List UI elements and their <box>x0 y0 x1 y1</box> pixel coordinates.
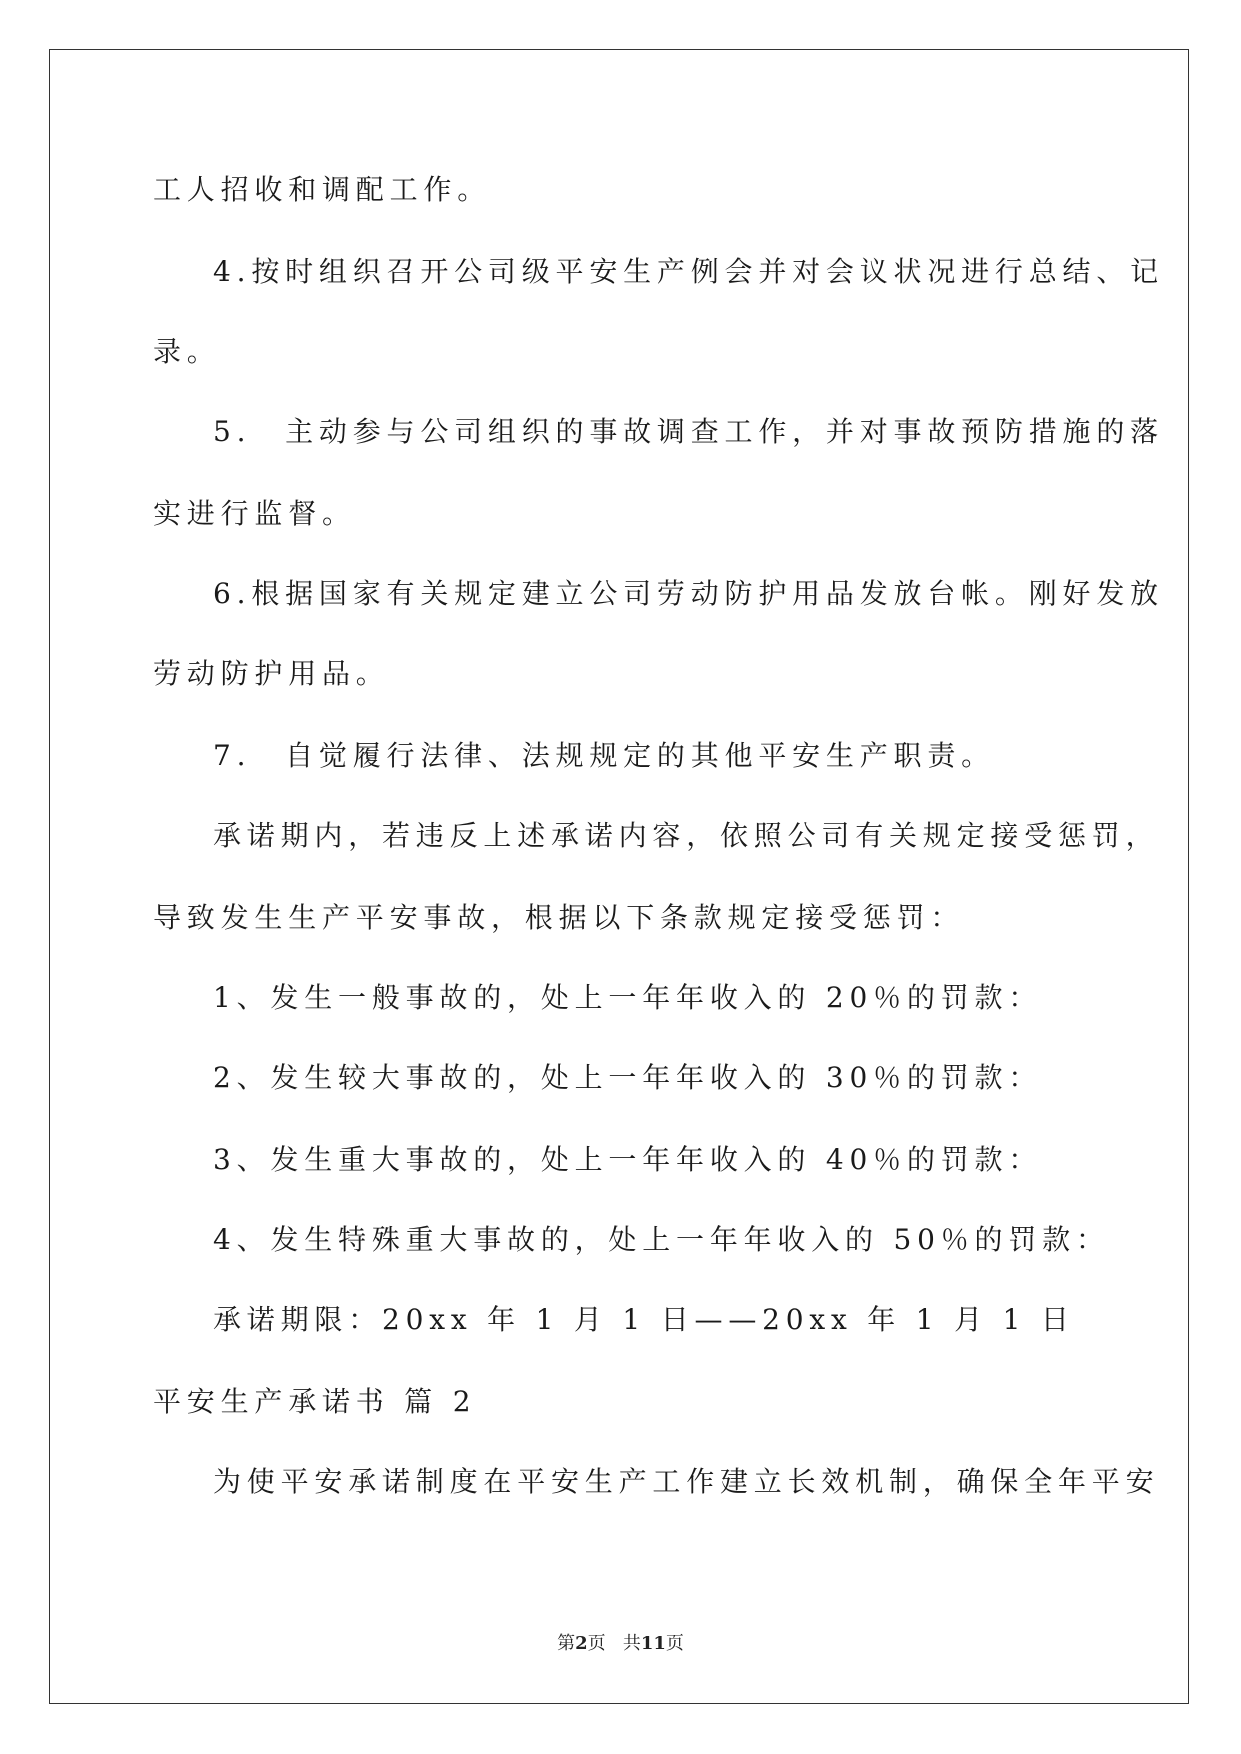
footer-prefix: 第 <box>557 1633 576 1654</box>
page-footer <box>0 1629 1241 1655</box>
section-heading: 平安生产承诺书 篇 2 <box>153 1385 477 1418</box>
page-border <box>49 49 1189 1704</box>
item-6-line-1: 6.根据国家有关规定建立公司劳动防护用品发放台帐。刚好发放 <box>213 577 1164 610</box>
penalty-clause-4: 4、发生特殊重大事故的，处上一年年收入的 50％的罚款： <box>213 1223 1110 1256</box>
footer-page-number: 2 <box>575 1633 588 1654</box>
item-7-line: 7. 自觉履行法律、法规规定的其他平安生产职责。 <box>213 739 995 772</box>
body-text-line: 工人招收和调配工作。 <box>153 173 492 206</box>
item-6-line-2: 劳动防护用品。 <box>153 657 390 690</box>
commitment-paragraph-line-1: 承诺期内，若违反上述承诺内容，依照公司有关规定接受惩罚， <box>213 819 1160 852</box>
commitment-period: 承诺期限：20xx 年 1 月 1 日——20xx 年 1 月 1 日 <box>213 1303 1075 1336</box>
item-5-line-1: 5. 主动参与公司组织的事故调查工作，并对事故预防措施的落 <box>213 415 1164 448</box>
section-2-line-1: 为使平安承诺制度在平安生产工作建立长效机制，确保全年平安 <box>213 1465 1160 1498</box>
footer-total-pages: 11 <box>640 1633 666 1654</box>
footer-total-suffix: 页 <box>665 1633 684 1654</box>
item-4-line-2: 录。 <box>153 335 221 368</box>
footer-page-suffix: 页 <box>587 1633 606 1654</box>
penalty-clause-1: 1、发生一般事故的，处上一年年收入的 20％的罚款： <box>213 981 1043 1014</box>
commitment-paragraph-line-2: 导致发生生产平安事故，根据以下条款规定接受惩罚： <box>153 901 965 934</box>
item-4-line-1: 4.按时组织召开公司级平安生产例会并对会议状况进行总结、记 <box>213 255 1164 288</box>
footer-total-prefix: 共 <box>622 1633 641 1654</box>
penalty-clause-3: 3、发生重大事故的，处上一年年收入的 40％的罚款： <box>213 1143 1043 1176</box>
item-5-line-2: 实进行监督。 <box>153 497 356 530</box>
penalty-clause-2: 2、发生较大事故的，处上一年年收入的 30％的罚款： <box>213 1061 1043 1094</box>
